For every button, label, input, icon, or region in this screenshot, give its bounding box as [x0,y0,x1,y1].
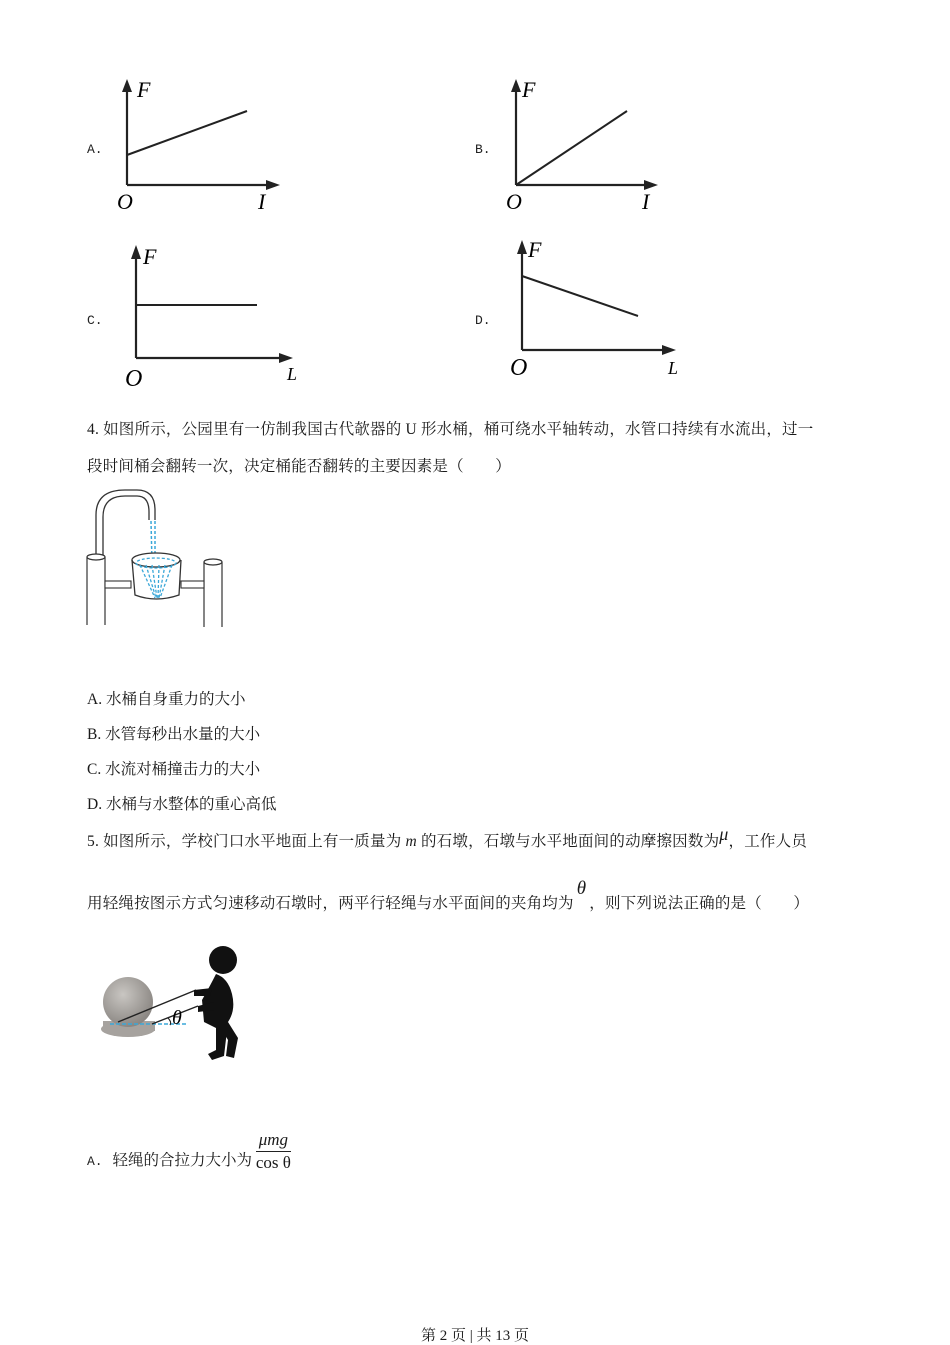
option-c-label: C. [87,313,103,328]
q5-choice-a: A. 轻绳的合拉力大小为 $\frac{\text{μmg}}{\text{cos θ}}$ [87,1130,291,1172]
graph-c [115,240,315,390]
q4-text-line1: 4. 如图所示，公园里有一仿制我国古代欹器的 U 形水桶，桶可绕水平轴转动，水管口持续有水流出，过一 [87,421,814,438]
svg-text:I: I [642,189,650,214]
q4-choice-c: C. 水流对桶撞击力的大小 [87,761,261,778]
q4-choice-a: A. 水桶自身重力的大小 [87,691,246,708]
q4-choice-b: B. 水管每秒出水量的大小 [87,726,261,743]
graph-a [110,75,290,215]
page-footer: 第 2 页 | 共 13 页 [420,1328,529,1344]
graph-d [500,235,690,385]
x-axis-label-I: I [258,189,266,214]
y-axis-label-F: F [137,77,151,102]
svg-text:F: F [143,244,157,269]
fraction-mumg-over-costheta: $\frac{\text{μmg}}{\text{cos θ}}$ [255,1130,291,1172]
svg-text:O: O [506,189,522,214]
svg-text:O: O [125,366,143,390]
q5-text-line1: 5. 如图所示，学校门口水平地面上有一质量为 m 的石墩，石墩与水平地面间的动摩擦因数为μ，工作人员 [87,824,808,850]
origin-label: O [117,189,133,214]
q4-text-line2: 段时间桶会翻转一次，决定桶能否翻转的主要因素是（ ） [87,458,511,475]
q5-text-line2: 用轻绳按图示方式匀速移动石墩时，两平行轻绳与水平面间的夹角均为θ，则下列说法正确的是（ ） [87,878,810,912]
stone-pier-figure [100,938,260,1068]
svg-text:L: L [287,364,298,384]
q4-choice-d: D. 水桶与水整体的重心高低 [87,796,277,813]
bucket-figure [85,485,235,635]
svg-text:O: O [510,355,528,381]
svg-text:F: F [528,237,542,262]
option-d-label: D. [475,313,491,328]
option-b-label: B. [475,142,491,157]
option-a-label: A. [87,142,103,157]
svg-text:L: L [668,358,679,378]
graph-b [500,75,680,215]
svg-text:F: F [522,77,536,102]
angle-theta-label: θ [172,1007,182,1029]
